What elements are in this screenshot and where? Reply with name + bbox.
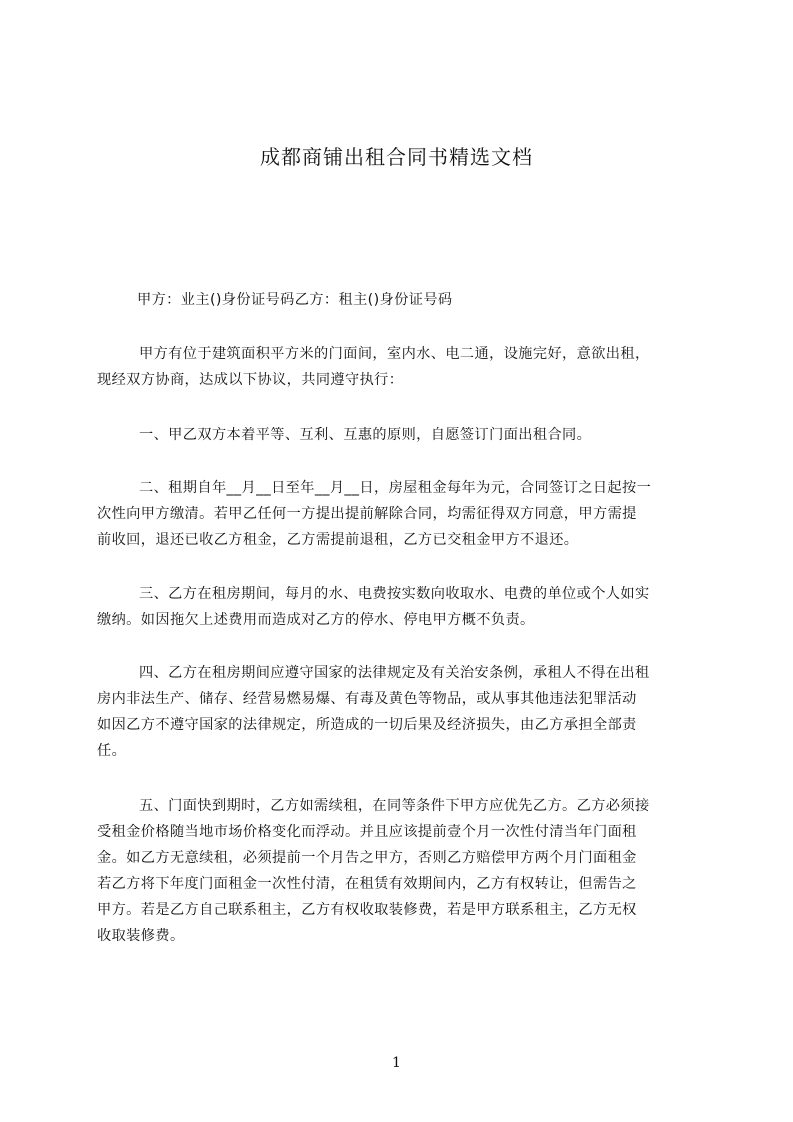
clause-line: 金。如乙方无意续租，必须提前一个月告之甲方，否则乙方赔偿甲方两个月门面租金 — [97, 850, 637, 866]
clause-line: 收取装修费。 — [97, 928, 185, 944]
clause-line: 若乙方将下年度门面租金一次性付清，在租赁有效期间内，乙方有权转让，但需告之 — [97, 876, 637, 892]
clause-line: 三、乙方在租房期间，每月的水、电费按实数向收取水、电费的单位或个人如实 — [139, 586, 650, 602]
parties-line: 甲方：业主()身份证号码乙方：租主()身份证号码 — [137, 292, 453, 308]
clause-3-paragraph — [97, 581, 705, 633]
page-number: 1 — [392, 1055, 401, 1071]
clause-line: 四、乙方在租房期间应遵守国家的法律规定及有关治安条例，承租人不得在出租 — [139, 665, 650, 681]
parties-paragraph — [97, 287, 705, 313]
document-title: 成都商铺出租合同书精选文档 — [260, 145, 533, 169]
clause-5-paragraph — [97, 793, 705, 949]
intro-line: 现经双方协商，达成以下协议，共同遵守执行： — [97, 372, 404, 388]
clause-line: 如因乙方不遵守国家的法律规定，所造成的一切后果及经济损失，由乙方承担全部责 — [97, 717, 637, 733]
clause-1-paragraph — [97, 422, 705, 448]
clause-line: 二、租期自年__月__日至年__月__日，房屋租金每年为元，合同签订之日起按一 — [139, 480, 652, 496]
clause-line: 任。 — [97, 743, 127, 759]
intro-paragraph — [97, 341, 705, 393]
clause-line: 一、甲乙双方本着平等、互利、互惠的原则，自愿签订门面出租合同。 — [139, 427, 592, 443]
clause-line: 房内非法生产、储存、经营易燃易爆、有毒及黄色等物品，或从事其他违法犯罪活动 — [97, 691, 637, 707]
clause-line: 前收回，退还已收乙方租金，乙方需提前退租，乙方已交租金甲方不退还。 — [97, 532, 579, 548]
clause-line: 受租金价格随当地市场价格变化而浮动。并且应该提前壹个月一次性付清当年门面租 — [97, 824, 637, 840]
clause-line: 五、门面快到期时，乙方如需续租，在同等条件下甲方应优先乙方。乙方必须接 — [139, 798, 650, 814]
clause-2-paragraph — [97, 475, 705, 553]
clause-4-paragraph — [97, 660, 705, 764]
clause-line: 缴纳。如因拖欠上述费用而造成对乙方的停水、停电甲方概不负责。 — [97, 612, 535, 628]
intro-line: 甲方有位于建筑面积平方米的门面间，室内水、电二通，设施完好，意欲出租， — [139, 346, 650, 362]
clause-line: 甲方。若是乙方自己联系租主，乙方有权收取装修费，若是甲方联系租主，乙方无权 — [97, 902, 637, 918]
clause-line: 次性向甲方缴清。若甲乙任何一方提出提前解除合同，均需征得双方同意，甲方需提 — [97, 506, 637, 522]
